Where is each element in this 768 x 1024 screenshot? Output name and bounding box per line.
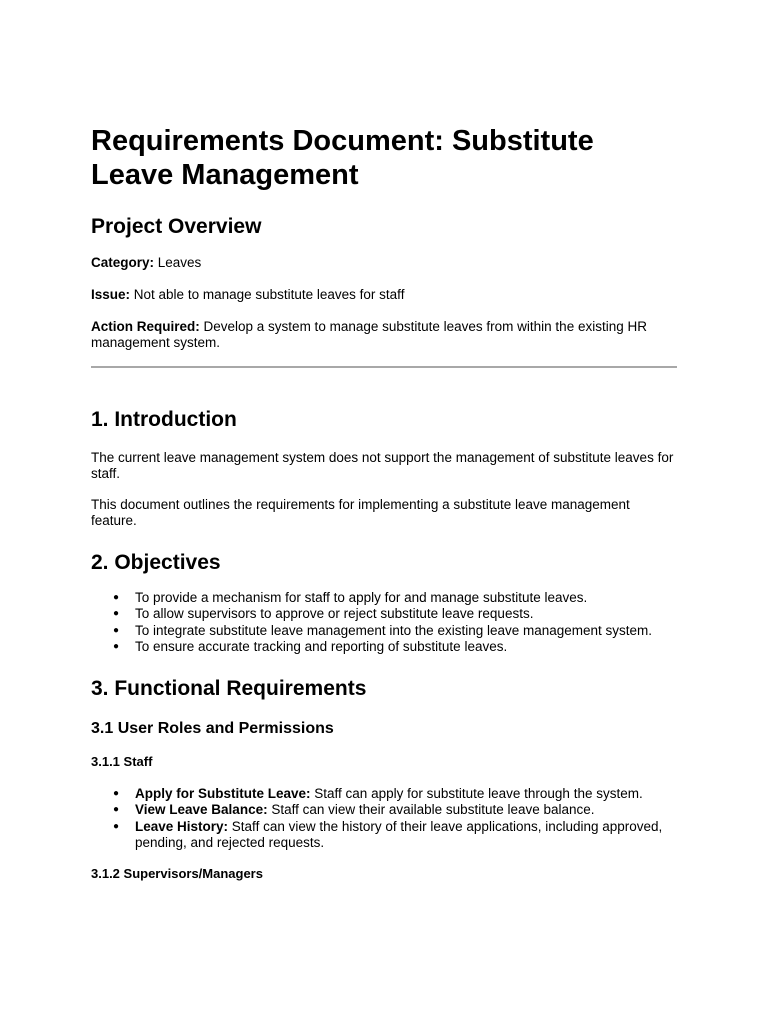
list-item — [135, 819, 677, 852]
user-roles-heading: 3.1 User Roles and Permissions — [91, 720, 334, 738]
category-line — [91, 255, 677, 271]
objectives-list — [91, 590, 677, 655]
list-item-label: View Leave Balance: — [135, 802, 268, 818]
introduction-paragraph-1: The current leave management system does not support the management of substitute leaves for staff. — [91, 450, 674, 481]
list-item-text: Staff can view their available substitute leave balance. — [267, 802, 595, 818]
list-item: ● To integrate substitute leave management into the existing leave management system. — [135, 623, 677, 639]
list-item-label: Leave History: — [135, 818, 229, 834]
introduction-paragraph-2: This document outlines the requirements for implementing a substitute leave management feature. — [91, 497, 630, 528]
list-item: ● To allow supervisors to approve or reject substitute leave requests. — [135, 606, 677, 622]
list-item — [135, 786, 677, 802]
section-divider — [91, 366, 677, 368]
list-item — [135, 802, 677, 818]
list-item-text: Staff can view the history of their leave applications, including approved, pending, and rejected requests. — [135, 818, 663, 851]
list-item-text: Staff can apply for substitute leave through the system. — [310, 786, 643, 802]
category-label: Category: — [91, 255, 155, 270]
action-required-value: Develop a system to manage substitute leaves from within the existing HR management system. — [91, 319, 647, 350]
issue-value: Not able to manage substitute leaves for staff — [130, 287, 405, 302]
supervisors-heading: 3.1.2 Supervisors/Managers — [91, 866, 263, 882]
action-required-label: Action Required: — [91, 319, 200, 334]
staff-heading: 3.1.1 Staff — [91, 754, 153, 770]
issue-label: Issue: — [91, 287, 131, 302]
functional-requirements-heading: 3. Functional Requirements — [91, 677, 367, 701]
list-item: ● To ensure accurate tracking and reporting of substitute leaves. — [135, 639, 677, 655]
list-item-label: Apply for Substitute Leave: — [135, 786, 311, 802]
project-overview-heading: Project Overview — [91, 215, 262, 238]
objectives-heading: 2. Objectives — [91, 551, 221, 574]
issue-line — [91, 287, 677, 303]
document-title: Requirements Document: Substitute Leave Management — [91, 125, 594, 191]
list-item: ● To provide a mechanism for staff to apply for and manage substitute leaves. — [135, 590, 677, 606]
category-value: Leaves — [154, 255, 202, 270]
introduction-heading: 1. Introduction — [91, 408, 237, 431]
staff-permissions-list — [91, 786, 677, 851]
action-required-line — [91, 319, 677, 351]
